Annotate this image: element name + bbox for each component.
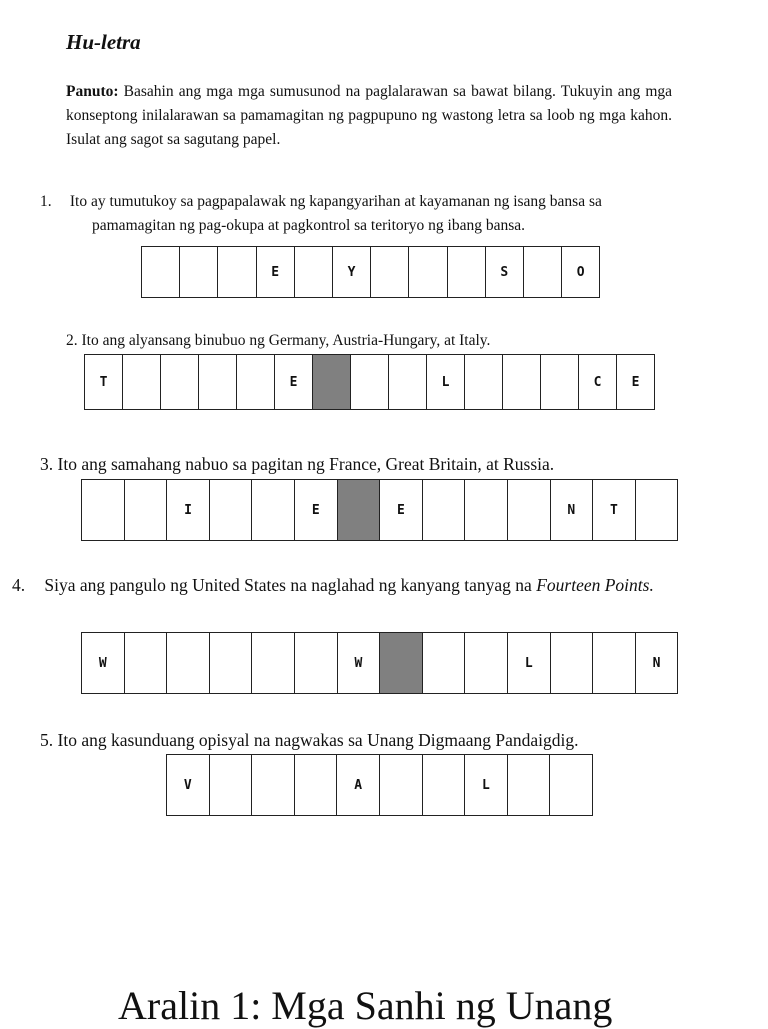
blank-cell[interactable] <box>161 355 199 409</box>
blank-cell[interactable] <box>503 355 541 409</box>
letter-cell: W <box>82 633 125 693</box>
blank-cell[interactable] <box>82 480 125 540</box>
blank-cell[interactable] <box>423 755 466 815</box>
letter-cell: I <box>167 480 210 540</box>
letter-cell: E <box>380 480 423 540</box>
letter-cell: C <box>579 355 617 409</box>
answer-grid-5 <box>166 754 593 816</box>
answer-grid-1 <box>141 246 600 298</box>
instructions-label: Panuto: <box>66 83 119 100</box>
blank-cell[interactable] <box>389 355 427 409</box>
blank-cell[interactable] <box>636 480 679 540</box>
letter-cell: O <box>562 247 600 297</box>
blank-cell[interactable] <box>180 247 218 297</box>
letter-cell: L <box>465 755 508 815</box>
instructions <box>66 80 672 152</box>
letter-cell: T <box>85 355 123 409</box>
letter-cell: L <box>427 355 465 409</box>
instructions-text: Basahin ang mga mga sumusunod na paglalarawan sa bawat bilang. Tukuyin ang mga konseptong inilalarawan sa pamamagitan ng pagpupuno ng wastong letra sa loob ng mga kahon. Isulat ang sagot sa sagutang papel. <box>66 83 673 148</box>
blank-cell[interactable] <box>295 755 338 815</box>
letter-cell: L <box>508 633 551 693</box>
letter-cell: E <box>257 247 295 297</box>
question-5 <box>40 728 720 752</box>
answer-grid-2 <box>84 354 655 410</box>
blank-cell[interactable] <box>423 480 466 540</box>
blank-cell[interactable] <box>448 247 486 297</box>
letter-cell: E <box>275 355 313 409</box>
blank-cell[interactable] <box>465 480 508 540</box>
blank-cell[interactable] <box>142 247 180 297</box>
blank-cell[interactable] <box>210 480 253 540</box>
shaded-cell <box>338 480 381 540</box>
blank-cell[interactable] <box>218 247 256 297</box>
blank-cell[interactable] <box>465 355 503 409</box>
blank-cell[interactable] <box>593 633 636 693</box>
shaded-cell <box>380 633 423 693</box>
blank-cell[interactable] <box>252 755 295 815</box>
shaded-cell <box>313 355 351 409</box>
blank-cell[interactable] <box>210 633 253 693</box>
blank-cell[interactable] <box>541 355 579 409</box>
question-2-text: Ito ang alyansang binubuo ng Germany, Austria-Hungary, at Italy. <box>81 332 491 349</box>
blank-cell[interactable] <box>423 633 466 693</box>
blank-cell[interactable] <box>409 247 447 297</box>
blank-cell[interactable] <box>295 247 333 297</box>
question-1-text: Ito ay tumutukoy sa pagpapalawak ng kapangyarihan at kayamanan ng isang bansa sa pamamagitan ng pag-okupa at pagkontrol sa teritoryo ng ibang bansa. <box>69 193 602 234</box>
blank-cell[interactable] <box>167 633 210 693</box>
letter-cell: S <box>486 247 524 297</box>
footer-heading: Aralin 1: Mga Sanhi ng Unang <box>118 983 613 1028</box>
question-4-text: Siya ang pangulo ng United States na naglahad ng kanyang tanyag na <box>44 575 532 595</box>
letter-cell: N <box>551 480 594 540</box>
blank-cell[interactable] <box>199 355 237 409</box>
question-1: 1. Ito ay tumutukoy sa pagpapalawak ng kapangyarihan at kayamanan ng isang bansa sa pamamagitan ng pag-okupa at pagkontrol sa teritoryo ng ibang bansa. <box>40 193 602 234</box>
blank-cell[interactable] <box>371 247 409 297</box>
blank-cell[interactable] <box>465 633 508 693</box>
blank-cell[interactable] <box>351 355 389 409</box>
blank-cell[interactable] <box>252 480 295 540</box>
question-4-italic-text: Fourteen Points. <box>536 575 654 595</box>
letter-cell: N <box>636 633 679 693</box>
answer-grid-3 <box>81 479 678 541</box>
blank-cell[interactable] <box>508 755 551 815</box>
blank-cell[interactable] <box>237 355 275 409</box>
blank-cell[interactable] <box>125 480 168 540</box>
question-3-number: 3. <box>40 454 54 474</box>
blank-cell[interactable] <box>508 480 551 540</box>
blank-cell[interactable] <box>210 755 253 815</box>
question-2-number: 2. <box>66 332 78 349</box>
blank-cell[interactable] <box>252 633 295 693</box>
question-4: 4. Siya ang pangulo ng United States na naglahad ng kanyang tanyag na Fourteen Points. <box>12 575 654 595</box>
letter-cell: E <box>617 355 655 409</box>
blank-cell[interactable] <box>550 755 593 815</box>
question-3-text: Ito ang samahang nabuo sa pagitan ng France, Great Britain, at Russia. <box>57 454 555 474</box>
letter-cell: E <box>295 480 338 540</box>
letter-cell: A <box>337 755 380 815</box>
blank-cell[interactable] <box>295 633 338 693</box>
blank-cell[interactable] <box>380 755 423 815</box>
letter-cell: Y <box>333 247 371 297</box>
question-3 <box>40 452 720 476</box>
question-5-number: 5. <box>40 730 54 750</box>
question-2 <box>66 329 676 353</box>
blank-cell[interactable] <box>123 355 161 409</box>
blank-cell[interactable] <box>524 247 562 297</box>
question-5-text: Ito ang kasunduang opisyal na nagwakas sa Unang Digmaang Pandaigdig. <box>57 730 579 750</box>
letter-cell: W <box>338 633 381 693</box>
letter-cell: T <box>593 480 636 540</box>
worksheet-title: Hu-letra <box>66 30 141 54</box>
letter-cell: V <box>167 755 210 815</box>
blank-cell[interactable] <box>125 633 168 693</box>
blank-cell[interactable] <box>551 633 594 693</box>
answer-grid-4 <box>81 632 678 694</box>
